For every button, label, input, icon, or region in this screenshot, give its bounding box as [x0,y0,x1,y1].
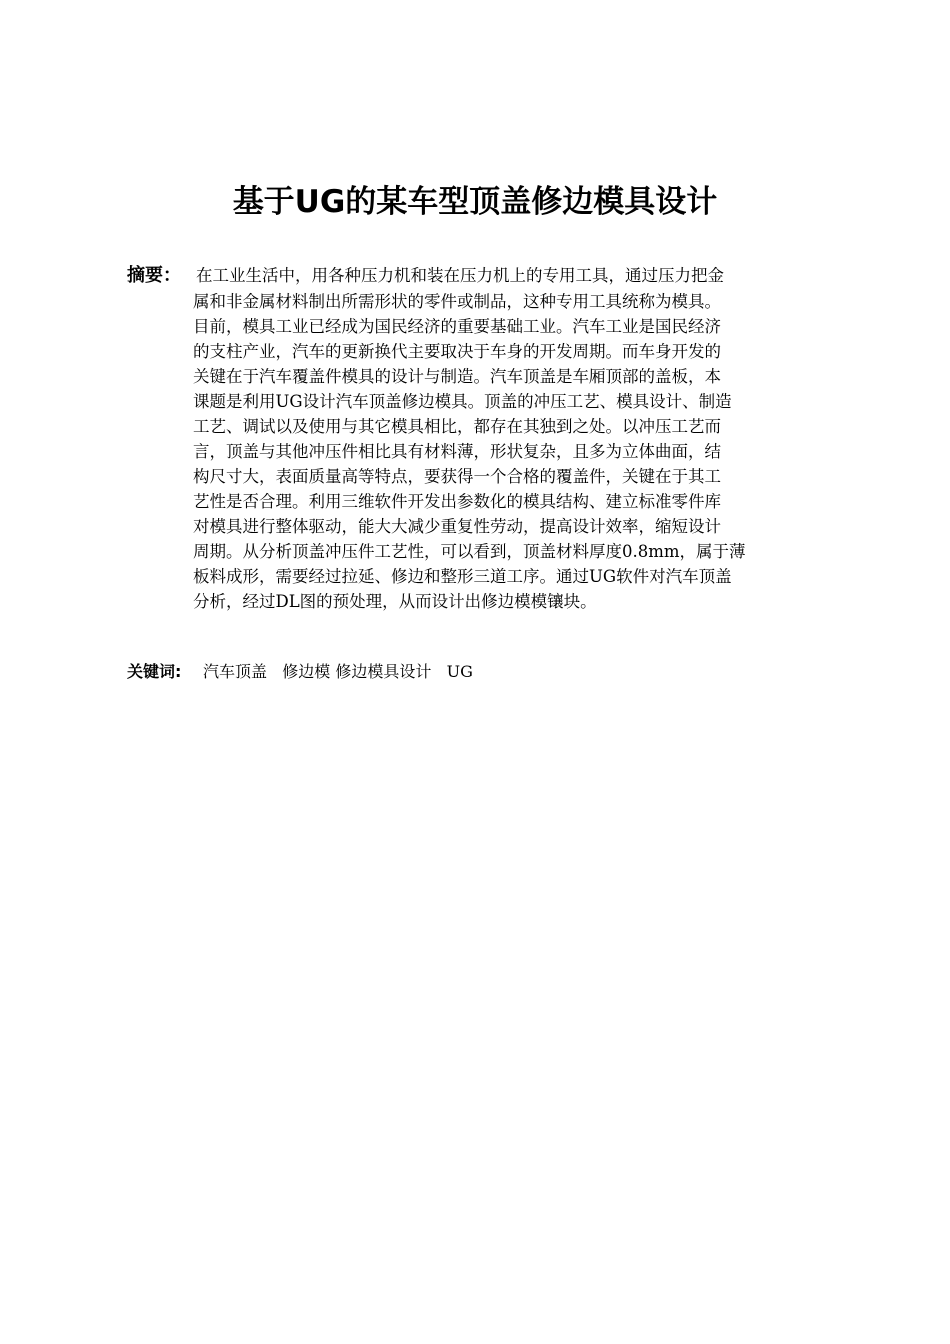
abstract-line: 课题是利用UG设计汽车顶盖修边模具。顶盖的冲压工艺、模具设计、制造 [193,392,732,411]
abstract-line: 分析，经过DL图的预处理，从而设计出修边模模镶块。 [193,592,597,611]
abstract-line: 言，顶盖与其他冲压件相比具有材料薄，形状复杂，且多为立体曲面，结 [193,442,721,461]
abstract-line: 工艺、调试以及使用与其它模具相比，都存在其独到之处。以冲压工艺而 [193,417,721,436]
abstract-first-line: 在工业生活中，用各种压力机和装在压力机上的专用工具，通过压力把金 [196,266,724,285]
abstract-line: 周期。从分析顶盖冲压件工艺性，可以看到，顶盖材料厚度0.8mm，属于薄 [193,542,746,561]
abstract-label: 摘要： [127,265,181,286]
abstract-line: 板料成形，需要经过拉延、修边和整形三道工序。通过UG软件对汽车顶盖 [193,567,732,586]
abstract-line: 关键在于汽车覆盖件模具的设计与制造。汽车顶盖是车厢顶部的盖板，本 [193,367,721,386]
paper-title: 基于UG的某车型顶盖修边模具设计 [232,184,718,220]
abstract-line: 的支柱产业，汽车的更新换代主要取决于车身的开发周期。而车身开发的 [193,342,721,361]
abstract-line: 艺性是否合理。利用三维软件开发出参数化的模具结构、建立标准零件库 [193,492,721,511]
abstract-line: 属和非金属材料制出所需形状的零件或制品，这种专用工具统称为模具。 [193,292,721,311]
abstract-line: 对模具进行整体驱动，能大大减少重复性劳动，提高设计效率，缩短设计 [193,517,721,536]
abstract-body [193,289,833,614]
keywords-label: 关键词: [127,662,182,681]
abstract-line: 目前，模具工业已经成为国民经济的重要基础工业。汽车工业是国民经济 [193,317,721,336]
keywords-text: 汽车顶盖 修边模 修边模具设计 UG [203,662,473,681]
abstract-line: 构尺寸大，表面质量高等特点，要获得一个合格的覆盖件，关键在于其工 [193,467,721,486]
